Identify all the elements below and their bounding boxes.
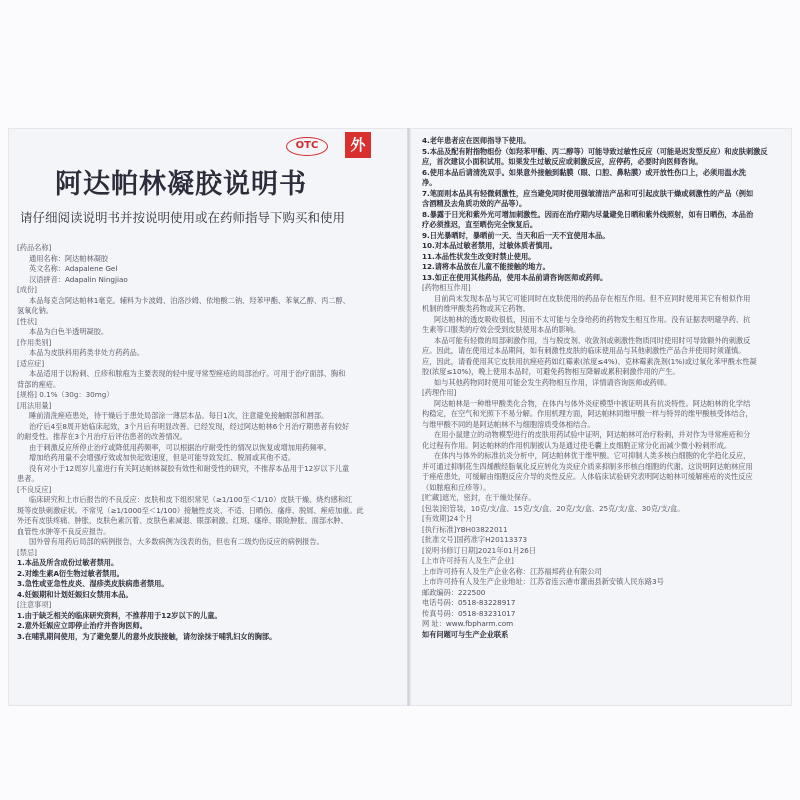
section-heading: [不良反应] bbox=[17, 484, 52, 494]
text-line: 2.对维生素A衍生物过敏者禁用。 bbox=[17, 568, 124, 578]
text-line: 应，首次建议小面积试用。如果发生过敏反应或刺激反应，应停药，必要时向医师咨询。 bbox=[422, 157, 703, 166]
text-line: 电话号码：0518-83228917 bbox=[422, 598, 516, 607]
text-line: 生素等口服类的疗效会受到皮肤使用本品的影响。 bbox=[422, 325, 581, 334]
text-line: 应，因此，请看使用其它皮肤用抗痤疮药如红霉素(浓度≤4%)、克林霉素洗剂(1%)或过氧化苯甲酰水性凝 bbox=[422, 356, 757, 366]
text-line: 机制的维甲酸类药物或其它药物。 bbox=[422, 304, 530, 313]
text-line: 血管性水肿等不良反应报告。 bbox=[17, 526, 111, 536]
text-line: 并可通过抑制花生四烯酸经脂氧化反应转化为炎症介质来抑制多形核白细胞的代谢。这说明阿达帕林应用 bbox=[422, 461, 753, 471]
text-line: 睡前清洗痤疮患处，待干燥后于患处局部涂一薄层本品。每日1次，注意避免接触眼部和唇部。 bbox=[29, 411, 329, 420]
text-line: 2.意外妊娠应立即停止治疗并咨询医师。 bbox=[17, 621, 147, 630]
text-line: 8.暴露于日光和紫外光可增加刺激性。因而在治疗期内尽量避免日晒和紫外线照射，如有日晒伤，本品治 bbox=[422, 209, 754, 219]
text-line: 化过程有作用。阿达帕林的作用机制被认为是通过使毛囊上皮细胞正常分化而减少微小粉刺形成。 bbox=[422, 440, 732, 450]
text-line: 9.日光暴晒时，暴晒前一天、当天和后一天不宜使用本品。 bbox=[422, 230, 610, 240]
text-line: 患者。 bbox=[17, 474, 39, 483]
right-column-text bbox=[422, 136, 784, 702]
section-heading: [有效期]24个月 bbox=[422, 514, 473, 523]
text-line: 邮政编码：222500 bbox=[422, 587, 486, 597]
text-line: 上市许可持有人及生产企业地址：江苏省连云港市灌南县新安镇人民东路3号 bbox=[422, 577, 664, 586]
text-line: 英文名称：Adapalene Gel bbox=[29, 264, 118, 273]
text-line: 1.本品及所含成份过敏者禁用。 bbox=[17, 558, 119, 567]
text-line: 在用小鼠建立的动物模型进行的皮肤用药试验中证明，阿达帕林可治疗粉刺，并对作为寻常痤疮和分 bbox=[434, 430, 751, 439]
text-line: 胶(浓度≤10%)，晚上使用本品时，可避免药物相互降解或累积刺激作用的产生。 bbox=[422, 367, 680, 376]
text-line: 10.对本品过敏者禁用，过敏体质者慎用。 bbox=[422, 241, 557, 250]
text-line: 7.笔面则本品具有轻微刺激性，应当避免同时使用强皱清洁产品和可引起皮肤干燥或刺激性的产品（例如 bbox=[422, 188, 754, 198]
text-line: 氢氧化钠。 bbox=[17, 306, 53, 315]
external-use-badge: 外 bbox=[345, 132, 371, 158]
text-line: 没有对小于12周岁儿童进行有关阿达帕林凝胶有效性和耐受性的研究，不推荐本品用于12岁以下儿童 bbox=[29, 463, 350, 473]
text-line: 本品为白色半透明凝胶。 bbox=[29, 327, 109, 336]
text-line: 3.在哺乳期间使用，为了避免婴儿的意外皮肤接触，请勿涂抹于哺乳妇女的胸部。 bbox=[17, 631, 277, 641]
text-line: 上市许可持有人及生产企业名称：江苏福邦药业有限公司 bbox=[422, 566, 602, 576]
text-line: 疗必须推迟，直至晒伤完全恢复后。 bbox=[422, 220, 538, 229]
text-line: 的耐受性。推荐在3个月治疗后评估患者的改善情况。 bbox=[17, 432, 187, 441]
text-line: 本品为皮肤科用药类非处方药药品。 bbox=[29, 348, 145, 357]
text-line: 与维甲酸不同的是阿达帕林不与细胞溶质受体相结合。 bbox=[422, 419, 595, 429]
text-line: 本品可能有轻微的局部刺激作用，当与脱皮剂、收敛剂或刺激性物质同时使用时可导致额外的刺激反 bbox=[434, 335, 751, 345]
section-heading: [包装]铝管装，10克/支/盒、15克/支/盒、20克/支/盒、25克/支/盒、30克/支/盒。 bbox=[422, 503, 685, 513]
text-line: 本品每克含阿达帕林1毫克。辅料为卡波姆、泊洛沙姆、依地酸二钠、羟苯甲酯、苯氧乙醇、丙二醇、 bbox=[29, 295, 350, 305]
text-line: 应。因此，请在使用过本品期间，如有刺激性皮肤的临床使用品与其他刺激性产品合并使用时须谨慎。 bbox=[422, 346, 746, 355]
section-heading: [用法用量] bbox=[17, 400, 52, 410]
section-heading: [药理作用] bbox=[422, 388, 457, 397]
text-line: 外还有皮肤疼痛、肿胀、皮肤色素沉着、皮肤色素减退、眼部刺激、红斑、瘙痒、眼睑肿胀、面部水肿、 bbox=[17, 516, 348, 525]
text-line: 6.使用本品后请清洗双手。如果意外接触到黏膜（眼、口腔、鼻粘膜）或开放性伤口上，必须用温水洗 bbox=[422, 167, 746, 177]
text-line: 如与其他药物同时使用可能会发生药物相互作用，详情请咨询医师或药师。 bbox=[434, 377, 672, 387]
text-line: 4.妊娠期和计划妊娠妇女禁用本品。 bbox=[17, 589, 133, 599]
text-line: 背部的痤疮。 bbox=[17, 379, 61, 389]
section-heading: [批准文号]国药准字H20113373 bbox=[422, 535, 528, 544]
section-heading: [注意事项] bbox=[17, 600, 52, 609]
section-heading: [性状] bbox=[17, 316, 37, 326]
text-line: 目前尚未发现本品与其它可能同时在皮肤使用的药品存在相互作用。但不应同时使用其它有相似作用 bbox=[434, 293, 751, 303]
text-line: 临床研究和上市后报告的不良反应：皮肤和皮下组织常见（≥1/100至＜1/10）皮肤干燥、烧灼感和红 bbox=[29, 495, 353, 504]
text-line: 于痤疮患处，可缓解由细胞反应介导的炎性反应。人体临床试验研究表明阿达帕林可缓解痤疮的炎性反应 bbox=[422, 472, 753, 481]
section-heading: [药品名称] bbox=[17, 243, 52, 252]
text-line: 本品适用于以粉刺、丘疹和脓疱为主要表现的轻中度寻常型痤疮的局部治疗。可用于治疗面部、胸和 bbox=[29, 369, 346, 378]
text-line: 11.本品性状发生改变时禁止使用。 bbox=[422, 251, 536, 261]
otc-badge: OTC bbox=[286, 137, 328, 156]
text-line: 阿达帕林是一种维甲酸类化合物，在体内与体外炎症模型中被证明具有抗炎特性。阿达帕林的化学结 bbox=[434, 398, 751, 408]
text-line: 含酒精及去角质功效的产品等）。 bbox=[422, 199, 527, 208]
text-line: 12.请将本品放在儿童不能接触的地方。 bbox=[422, 262, 550, 271]
page-subtitle: 请仔细阅读说明书并按说明使用或在药师指导下购买和使用 bbox=[20, 210, 346, 225]
text-line: （如脓疱和丘疹等）。 bbox=[422, 482, 491, 492]
text-line: 净。 bbox=[422, 178, 437, 187]
section-heading: [作用类别] bbox=[17, 337, 52, 347]
text-line: 13.如正在使用其他药品，使用本品前请咨询医师或药师。 bbox=[422, 272, 608, 282]
section-heading: [贮藏]遮光，密封，在干燥处保存。 bbox=[422, 493, 536, 502]
text-line: 4.老年患者应在医师指导下使用。 bbox=[422, 136, 531, 145]
section-heading: [说明书修订日期]2021年01月26日 bbox=[422, 545, 537, 555]
text-line: 治疗后4至8周开始临床起效，3个月后有明显改善。已经发现，经过阿达帕林6个月治疗期患者有较好 bbox=[29, 421, 350, 431]
text-line: 传真号码：0518-83231017 bbox=[422, 608, 516, 618]
section-heading: [成份] bbox=[17, 285, 37, 294]
section-heading: [执行标准]YBH03822011 bbox=[422, 524, 508, 534]
text-line: 汉语拼音：Adapalin Ningjiao bbox=[29, 274, 128, 284]
section-heading: [适应症] bbox=[17, 358, 45, 368]
page-title: 阿达帕林凝胶说明书 bbox=[55, 169, 307, 200]
text-line: 3.急性或亚急性皮炎、湿疹类皮肤病患者禁用。 bbox=[17, 579, 169, 588]
text-line: 5.本品及配有附指物组份（如羟苯甲酯、丙二醇等）可能导致过敏性反应（可能是迟发型反应）和皮肤刺激反 bbox=[422, 146, 768, 156]
text-line: 在体内与体外的标准抗炎分析中，阿达帕林优于维甲酸。它可抑制人类多核白细胞的化学趋化反应， bbox=[434, 451, 751, 460]
text-line: 由于刺激反应所停止治疗或降低用药频率，可以根据治疗耐受性的情况以恢复或增加用药频率。 bbox=[29, 442, 331, 452]
text-line: 1.由于缺乏相关的临床研究资料，不推荐用于12岁以下的儿童。 bbox=[17, 610, 222, 620]
text-line: 阿达帕林的透皮吸收很低，因而不太可能与全身给药的药物发生相互作用。没有证据表明避孕药、抗 bbox=[434, 314, 751, 324]
section-heading: [药物相互作用] bbox=[422, 283, 471, 292]
text-line: 通用名称：阿达帕林凝胶 bbox=[29, 253, 109, 263]
left-column-text bbox=[17, 243, 399, 703]
section-heading: [禁忌] bbox=[17, 547, 37, 557]
text-line: 增加给药用量不会增强疗效或加快起效速度，但是可能导致发红、脱屑或其他不适。 bbox=[29, 453, 295, 462]
text-line: 构稳定，在空气和光照下不易分解。作用机理方面，阿达帕林同维甲酸一样与特异的维甲酸核受体结合， bbox=[422, 409, 753, 418]
text-line: 网 址：www.fbpharm.com bbox=[422, 619, 514, 628]
section-heading: [规格] 0.1%（30g：30mg） bbox=[17, 390, 114, 399]
text-line: 斑等皮肤刺激症状。不常见（≥1/1000至＜1/100）接触性皮炎、不适、日晒伤、瘙痒、脱屑、痤疮加重。此 bbox=[17, 505, 364, 515]
text-line: 如有问题可与生产企业联系 bbox=[422, 629, 509, 639]
text-line: 国外曾有用药后局部的病例报告，大多数病例为浅表的伤，但也有二级灼伤反应的病例报告。 bbox=[29, 537, 324, 546]
page-fold bbox=[407, 128, 410, 706]
section-heading: [上市许可持有人及生产企业] bbox=[422, 556, 514, 565]
